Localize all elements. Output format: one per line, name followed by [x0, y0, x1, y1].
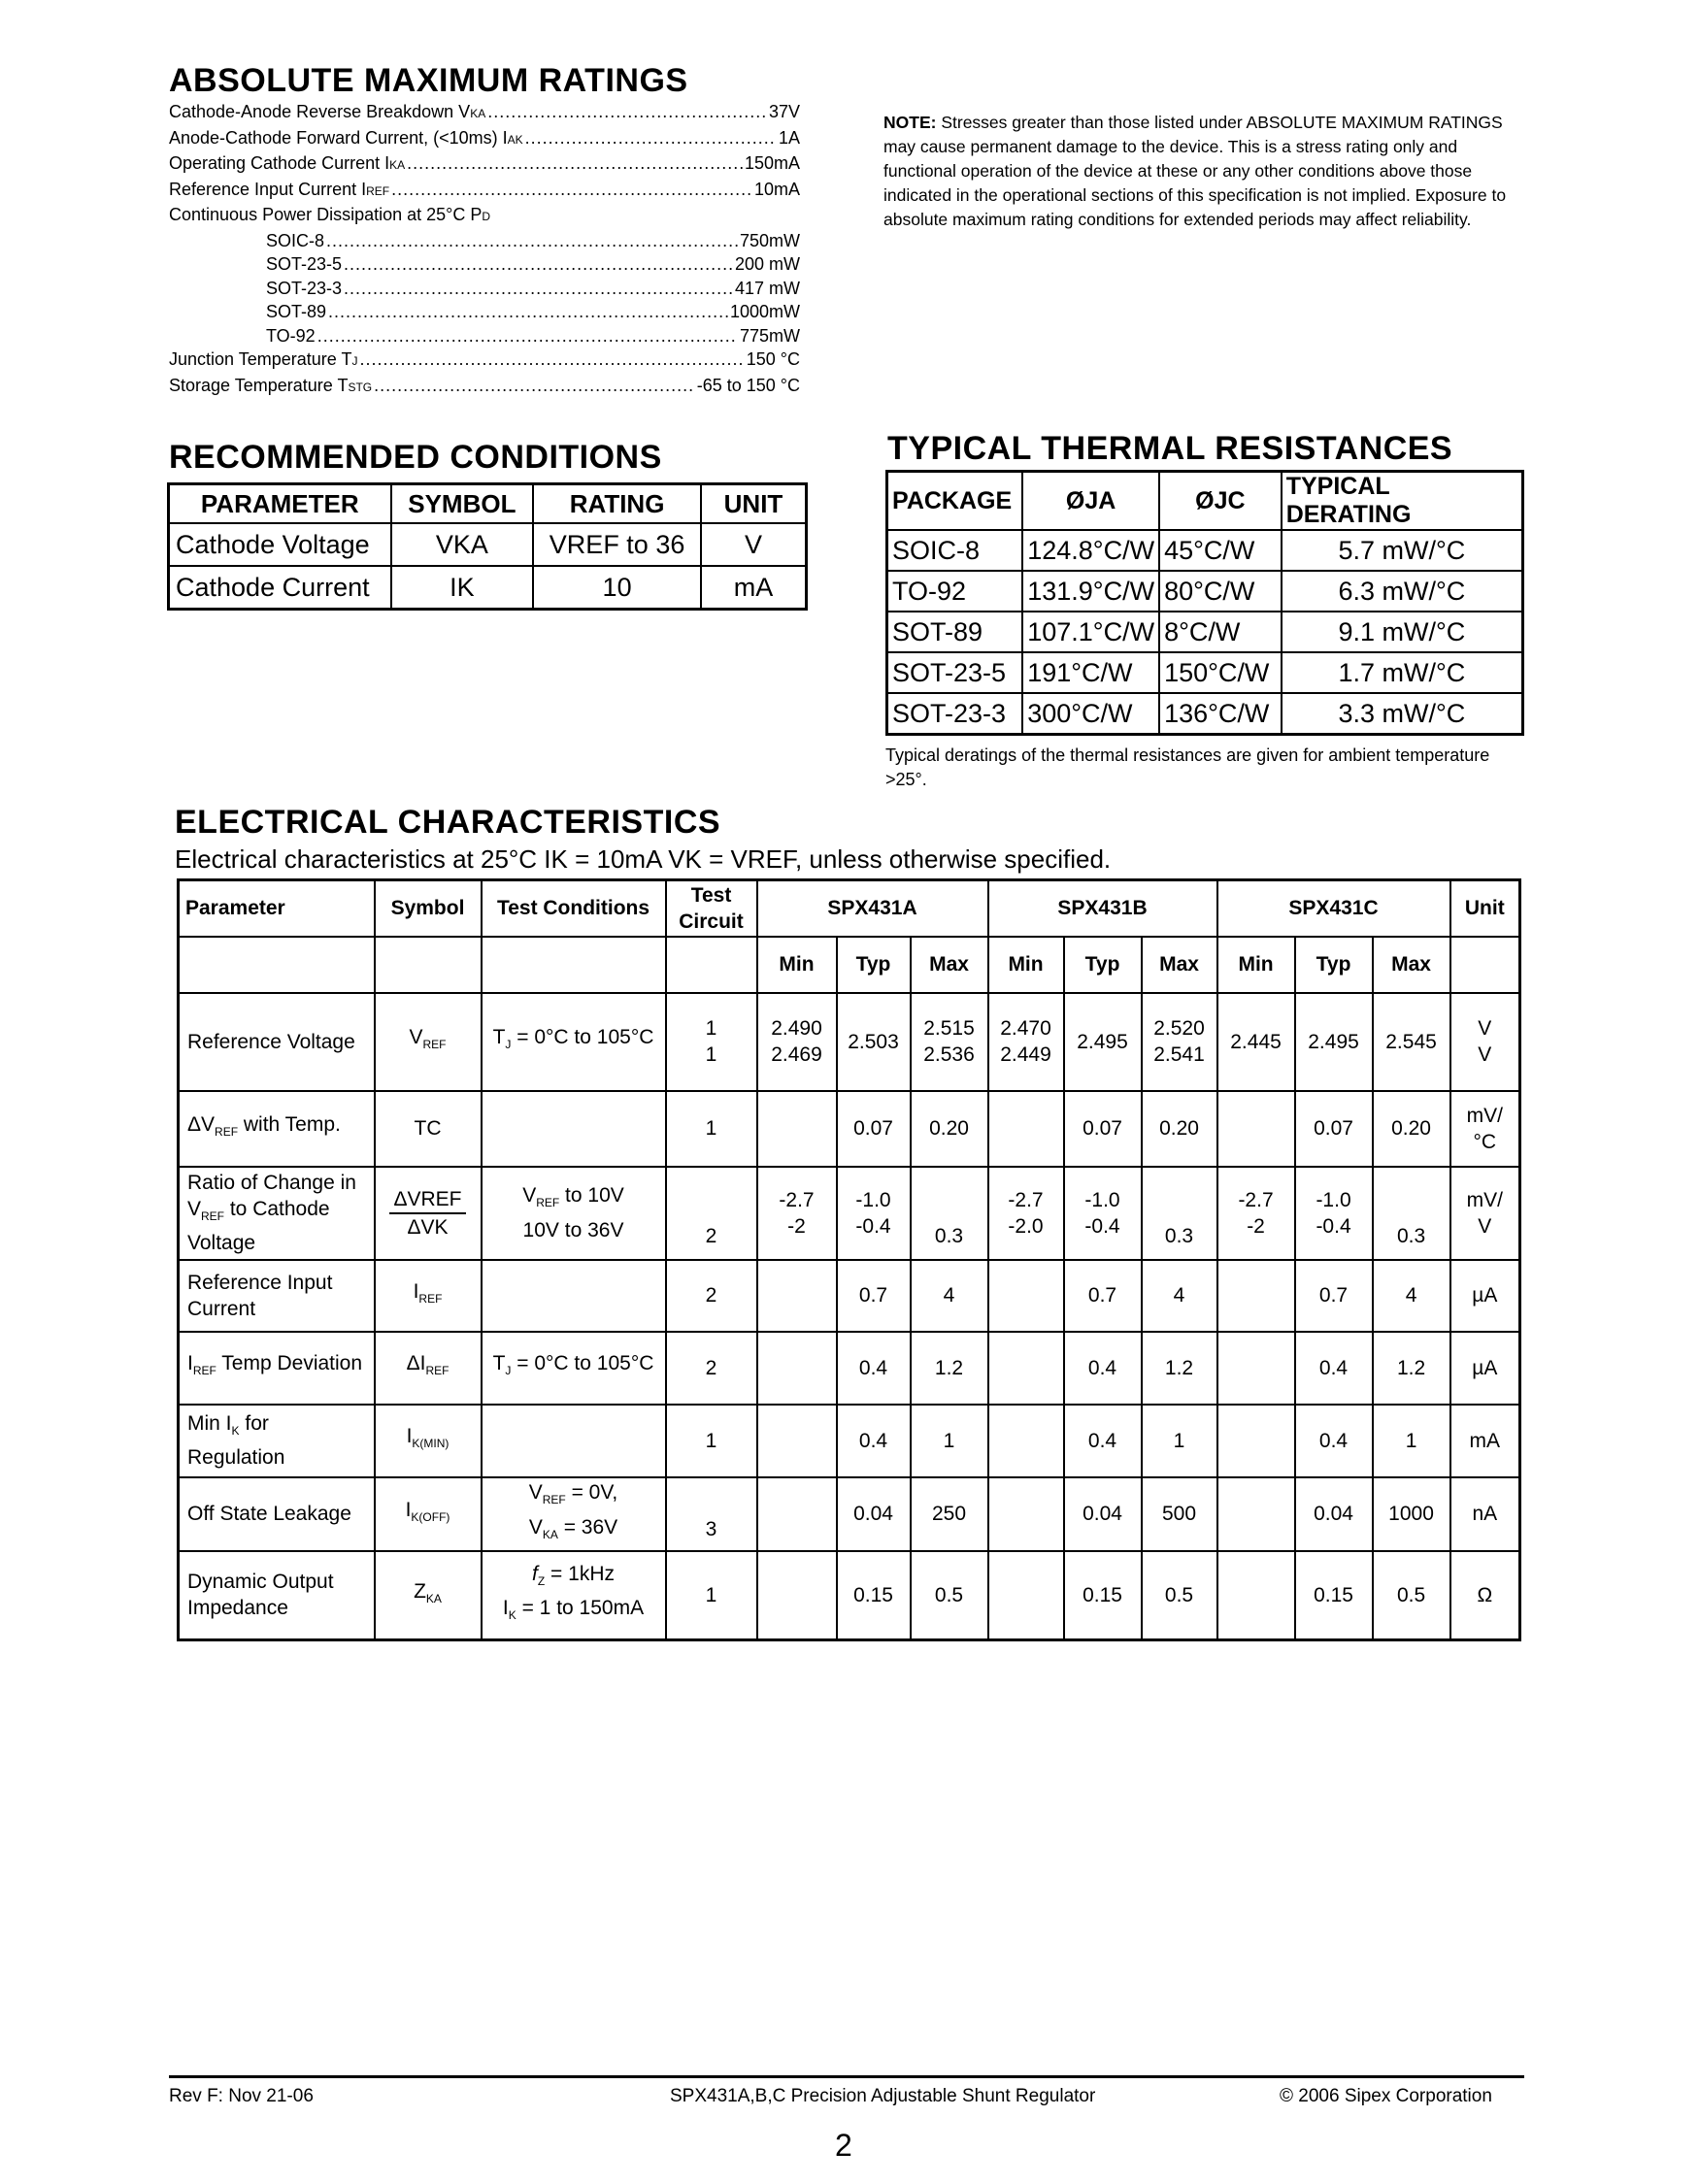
table-cell: 0.20	[1373, 1091, 1450, 1167]
table-cell	[757, 1332, 837, 1405]
table-header: Min	[757, 937, 837, 993]
table-cell: 1	[1142, 1405, 1217, 1477]
fraction-denominator: ΔVK	[407, 1215, 449, 1239]
table-cell: µA	[1450, 1332, 1520, 1405]
table-cell: 0.04	[1295, 1477, 1373, 1551]
table-header: SYMBOL	[391, 484, 534, 524]
table-row	[179, 1405, 1520, 1477]
table-cell: 150°C/W	[1159, 652, 1282, 693]
rating-value: 10mA	[753, 179, 800, 199]
table-cell: 136°C/W	[1159, 693, 1282, 735]
table-cell: 0.5	[1142, 1551, 1217, 1640]
table-cell: 1	[911, 1405, 988, 1477]
rating-label: SOIC-8	[266, 230, 325, 250]
table-row	[179, 1260, 1520, 1332]
footer-divider	[169, 2075, 1524, 2078]
table-cell	[757, 1405, 837, 1477]
table-cell: 0.15	[837, 1551, 911, 1640]
table-cell: Min $I_K$ for Regulation	[179, 1405, 375, 1477]
table-cell: -2.7 -2.0	[988, 1167, 1064, 1260]
table-header: Symbol	[375, 880, 482, 937]
table-cell: 0.4	[837, 1405, 911, 1477]
table-cell	[757, 1091, 837, 1167]
table-row	[887, 652, 1523, 693]
table-cell: 10	[533, 566, 701, 610]
table-cell: mA	[1450, 1405, 1520, 1477]
table-cell: 1000	[1373, 1477, 1450, 1551]
table-cell: 3.3 mW/°C	[1282, 693, 1523, 735]
table-header: SPX431B	[988, 880, 1217, 937]
table-header: Max	[1373, 937, 1450, 993]
rating-label: TO-92	[266, 325, 316, 346]
table-header: Min	[1217, 937, 1295, 993]
rating-label: Storage Temperature TSTG	[169, 375, 373, 395]
table-cell: -2.7 -2	[757, 1167, 837, 1260]
abs-max-title: ABSOLUTE MAXIMUM RATINGS	[169, 62, 688, 99]
table-cell: VKA	[391, 523, 534, 566]
table-cell: 2.520 2.541	[1142, 993, 1217, 1091]
rating-row	[169, 277, 800, 301]
table-cell: 1.2	[1142, 1332, 1217, 1405]
table-cell: Ω	[1450, 1551, 1520, 1640]
table-cell: 4	[1373, 1260, 1450, 1332]
footer-revision: Rev F: Nov 21-06	[169, 2086, 314, 2106]
table-row	[179, 1551, 1520, 1640]
rating-value: 1A	[778, 127, 800, 148]
table-cell: 4	[911, 1260, 988, 1332]
table-cell	[482, 1091, 666, 1167]
table-cell: 0.07	[1295, 1091, 1373, 1167]
rating-value: 37V	[768, 102, 800, 121]
table-cell: 1.2	[911, 1332, 988, 1405]
rating-value: 1000mW	[729, 302, 800, 321]
table-cell: 0.3	[1373, 1167, 1450, 1260]
rating-row	[169, 229, 800, 253]
table-cell	[1217, 1477, 1295, 1551]
table-cell: TC	[375, 1091, 482, 1167]
thermal-title: TYPICAL THERMAL RESISTANCES	[887, 430, 1453, 467]
table-cell: mA	[701, 566, 807, 610]
table-cell: Ratio of Change in $V_{REF}$ to Cathode Voltage	[179, 1167, 375, 1260]
rating-value: 775mW	[739, 325, 800, 346]
rating-row	[169, 126, 800, 152]
note-label: NOTE:	[883, 113, 937, 132]
table-row	[179, 993, 1520, 1091]
rating-row	[169, 151, 800, 178]
table-cell: Cathode Current	[169, 566, 391, 610]
table-cell: 0.07	[837, 1091, 911, 1167]
table-cell: Off State Leakage	[179, 1477, 375, 1551]
rating-row	[169, 324, 800, 348]
table-cell: 0.07	[1064, 1091, 1142, 1167]
table-cell: IK	[391, 566, 534, 610]
table-cell: 0.15	[1064, 1551, 1142, 1640]
table-header: Test Circuit	[666, 880, 757, 937]
table-cell: V	[701, 523, 807, 566]
rating-row	[169, 203, 800, 229]
table-cell: $T_J = 0^\circ C$ to 105°C	[482, 1332, 666, 1405]
footer-title: SPX431A,B,C Precision Adjustable Shunt Regulator	[670, 2086, 1096, 2106]
table-header: Typ	[1295, 937, 1373, 993]
rating-label: Operating Cathode Current IKA	[169, 153, 406, 173]
table-cell: 500	[1142, 1477, 1217, 1551]
rating-label: SOT-23-5	[266, 254, 343, 274]
table-cell: 0.5	[1373, 1551, 1450, 1640]
table-cell: 1	[666, 1405, 757, 1477]
table-cell: 0.4	[837, 1332, 911, 1405]
table-cell: 300°C/W	[1022, 693, 1159, 735]
rating-value: 150 °C	[746, 349, 800, 369]
rating-label: Anode-Cathode Forward Current, (<10ms) IAK	[169, 127, 523, 148]
page-number: 2	[835, 2128, 852, 2163]
table-cell: 0.3	[1142, 1167, 1217, 1260]
table-row	[169, 566, 807, 610]
table-cell: 0.3	[911, 1167, 988, 1260]
table-row	[169, 523, 807, 566]
table-cell: 0.04	[1064, 1477, 1142, 1551]
table-header: Max	[911, 937, 988, 993]
rating-value: 417 mW	[734, 278, 800, 298]
table-cell: Reference Input Current	[179, 1260, 375, 1332]
table-cell: mV/ V	[1450, 1167, 1520, 1260]
thermal-table	[885, 470, 1524, 736]
table-cell: $\Delta V_{REF}$ with Temp.	[179, 1091, 375, 1167]
table-cell: 124.8°C/W	[1022, 530, 1159, 571]
table-header: RATING	[533, 484, 701, 524]
table-header: Min	[988, 937, 1064, 993]
table-cell	[1217, 1332, 1295, 1405]
table-cell: 107.1°C/W	[1022, 612, 1159, 652]
table-row	[179, 1091, 1520, 1167]
rating-row	[169, 347, 800, 374]
table-row	[887, 612, 1523, 652]
rating-label: Cathode-Anode Reverse Breakdown VKA	[169, 102, 486, 121]
table-cell	[482, 1405, 666, 1477]
rating-row	[169, 300, 800, 324]
table-cell	[988, 1405, 1064, 1477]
table-cell: 0.7	[1064, 1260, 1142, 1332]
table-cell: µA	[1450, 1260, 1520, 1332]
table-cell: 0.7	[1295, 1260, 1373, 1332]
table-cell: 0.20	[911, 1091, 988, 1167]
table-cell	[988, 1477, 1064, 1551]
table-cell	[988, 1091, 1064, 1167]
table-header: Parameter	[179, 880, 375, 937]
rating-value: -65 to 150 °C	[696, 375, 800, 395]
table-cell: 2	[666, 1260, 757, 1332]
table-header: PACKAGE	[887, 472, 1023, 531]
table-cell: 131.9°C/W	[1022, 571, 1159, 612]
table-cell	[757, 1260, 837, 1332]
table-cell: Reference Voltage	[179, 993, 375, 1091]
table-cell: 4	[1142, 1260, 1217, 1332]
thermal-note: Typical deratings of the thermal resistances are given for ambient temperature >25°.	[885, 745, 1490, 789]
table-cell: Dynamic Output Impedance	[179, 1551, 375, 1640]
table-cell: 0.4	[1295, 1405, 1373, 1477]
table-cell: 0.5	[911, 1551, 988, 1640]
table-cell: $I_{REF}$ Temp Deviation	[179, 1332, 375, 1405]
table-cell: 1	[666, 1551, 757, 1640]
table-cell: VREF to 36	[533, 523, 701, 566]
table-cell: 2.470 2.449	[988, 993, 1064, 1091]
table-cell: $f_Z = 1kHz$ $I_K = 1$ to 150mA	[482, 1551, 666, 1640]
table-header-row	[887, 472, 1523, 531]
table-cell: SOT-23-5	[887, 652, 1023, 693]
table-cell: $\Delta I_{REF}$	[375, 1332, 482, 1405]
table-cell: 191°C/W	[1022, 652, 1159, 693]
table-cell	[757, 1551, 837, 1640]
electrical-title: ELECTRICAL CHARACTERISTICS	[175, 804, 721, 841]
table-cell: Cathode Voltage	[169, 523, 391, 566]
table-header: SPX431C	[1217, 880, 1450, 937]
table-header-row	[179, 937, 1520, 993]
table-row	[887, 571, 1523, 612]
table-cell: 8°C/W	[1159, 612, 1282, 652]
table-cell: -1.0 -0.4	[1295, 1167, 1373, 1260]
table-header: PARAMETER	[169, 484, 391, 524]
table-cell	[1217, 1551, 1295, 1640]
table-cell: 1.2	[1373, 1332, 1450, 1405]
table-cell: 0.15	[1295, 1551, 1373, 1640]
table-cell: 2.495	[1295, 993, 1373, 1091]
table-cell	[1217, 1091, 1295, 1167]
table-cell: 250	[911, 1477, 988, 1551]
table-cell: $V_{REF} = 0V$, $V_{KA} = 36V$	[482, 1477, 666, 1551]
table-cell: TO-92	[887, 571, 1023, 612]
table-row	[179, 1167, 1520, 1260]
recommended-title: RECOMMENDED CONDITIONS	[169, 439, 662, 476]
table-cell: 3	[666, 1477, 757, 1551]
table-cell: 2.490 2.469	[757, 993, 837, 1091]
table-header: ØJA	[1022, 472, 1159, 531]
rating-label: Continuous Power Dissipation at 25°C PD	[169, 205, 491, 224]
table-cell: SOIC-8	[887, 530, 1023, 571]
table-cell: 6.3 mW/°C	[1282, 571, 1523, 612]
table-row	[887, 693, 1523, 735]
table-cell: 1.7 mW/°C	[1282, 652, 1523, 693]
table-cell: 2.545	[1373, 993, 1450, 1091]
rating-value: 750mW	[739, 230, 800, 250]
table-header: Max	[1142, 937, 1217, 993]
table-header-row	[179, 880, 1520, 937]
table-cell: 2.503	[837, 993, 911, 1091]
table-cell: 1 1	[666, 993, 757, 1091]
table-cell: 0.4	[1064, 1332, 1142, 1405]
table-header: Unit	[1450, 880, 1520, 937]
table-cell	[375, 1167, 482, 1260]
table-header: UNIT	[701, 484, 807, 524]
table-row	[887, 530, 1523, 571]
table-cell: SOT-89	[887, 612, 1023, 652]
table-cell: SOT-23-3	[887, 693, 1023, 735]
table-cell: $I_{REF}$	[375, 1260, 482, 1332]
table-cell: 80°C/W	[1159, 571, 1282, 612]
table-cell	[1217, 1405, 1295, 1477]
table-cell: $T_J = 0^\circ C$ to 105°C	[482, 993, 666, 1091]
table-header: Typ	[837, 937, 911, 993]
table-cell	[1217, 1260, 1295, 1332]
table-cell: 2.445	[1217, 993, 1295, 1091]
fraction-numerator: ΔVREF	[389, 1187, 465, 1214]
table-cell: 0.4	[1295, 1332, 1373, 1405]
table-cell: 0.7	[837, 1260, 911, 1332]
rating-label: Junction Temperature TJ	[169, 349, 358, 369]
table-cell: -1.0 -0.4	[837, 1167, 911, 1260]
table-cell: nA	[1450, 1477, 1520, 1551]
table-cell: mV/ °C	[1450, 1091, 1520, 1167]
rating-value: 150mA	[744, 153, 800, 173]
electrical-table	[177, 878, 1521, 1641]
table-cell: 2	[666, 1167, 757, 1260]
table-row	[179, 1477, 1520, 1551]
table-cell: 0.20	[1142, 1091, 1217, 1167]
table-cell: 2.495	[1064, 993, 1142, 1091]
footer-copyright: © 2006 Sipex Corporation	[1280, 2086, 1492, 2106]
recommended-table	[167, 482, 808, 611]
table-cell: $Z_{KA}$	[375, 1551, 482, 1640]
table-cell: $V_{REF}$ to 10V 10V to 36V	[482, 1167, 666, 1260]
rating-row	[169, 252, 800, 277]
table-header: SPX431A	[757, 880, 988, 937]
table-cell: 45°C/W	[1159, 530, 1282, 571]
stress-note	[883, 111, 1524, 232]
table-cell: 0.04	[837, 1477, 911, 1551]
table-cell: 9.1 mW/°C	[1282, 612, 1523, 652]
rating-label: SOT-23-3	[266, 278, 343, 298]
table-cell: $V_{REF}$	[375, 993, 482, 1091]
table-header: Test Conditions	[482, 880, 666, 937]
table-header: TYPICAL DERATING	[1282, 472, 1523, 531]
table-row	[179, 1332, 1520, 1405]
rating-row	[169, 100, 800, 126]
note-text: Stresses greater than those listed under ABSOLUTE MAXIMUM RATINGS may cause permanent damage to the device. This is a stress rating only and functional operation of the device at these or any other conditions above those indicated in the operational sections of this specification is not implied. Exposure to absolute maximum rating conditions for extended periods may affect reliability.	[883, 113, 1507, 229]
table-cell: -1.0 -0.4	[1064, 1167, 1142, 1260]
table-cell: 5.7 mW/°C	[1282, 530, 1523, 571]
table-header: ØJC	[1159, 472, 1282, 531]
table-cell: 1	[666, 1091, 757, 1167]
table-header-row	[169, 484, 807, 524]
table-cell	[988, 1551, 1064, 1640]
rating-label: Reference Input Current IREF	[169, 179, 390, 199]
table-cell: 0.4	[1064, 1405, 1142, 1477]
table-cell: -2.7 -2	[1217, 1167, 1295, 1260]
table-cell	[482, 1260, 666, 1332]
electrical-subtitle: Electrical characteristics at 25°C IK = 10mA VK = VREF, unless otherwise specified.	[175, 844, 1112, 874]
rating-value: 200 mW	[734, 254, 800, 274]
table-cell: 2	[666, 1332, 757, 1405]
rating-row	[169, 178, 800, 204]
table-cell: V V	[1450, 993, 1520, 1091]
table-header: Typ	[1064, 937, 1142, 993]
table-cell	[988, 1260, 1064, 1332]
table-cell	[988, 1332, 1064, 1405]
table-cell: $I_{K(MIN)}$	[375, 1405, 482, 1477]
rating-row	[169, 374, 800, 400]
table-cell: $I_{K(OFF)}$	[375, 1477, 482, 1551]
table-cell: 1	[1373, 1405, 1450, 1477]
table-cell	[757, 1477, 837, 1551]
table-cell: 2.515 2.536	[911, 993, 988, 1091]
rating-label: SOT-89	[266, 302, 327, 321]
abs-max-list	[169, 100, 800, 399]
